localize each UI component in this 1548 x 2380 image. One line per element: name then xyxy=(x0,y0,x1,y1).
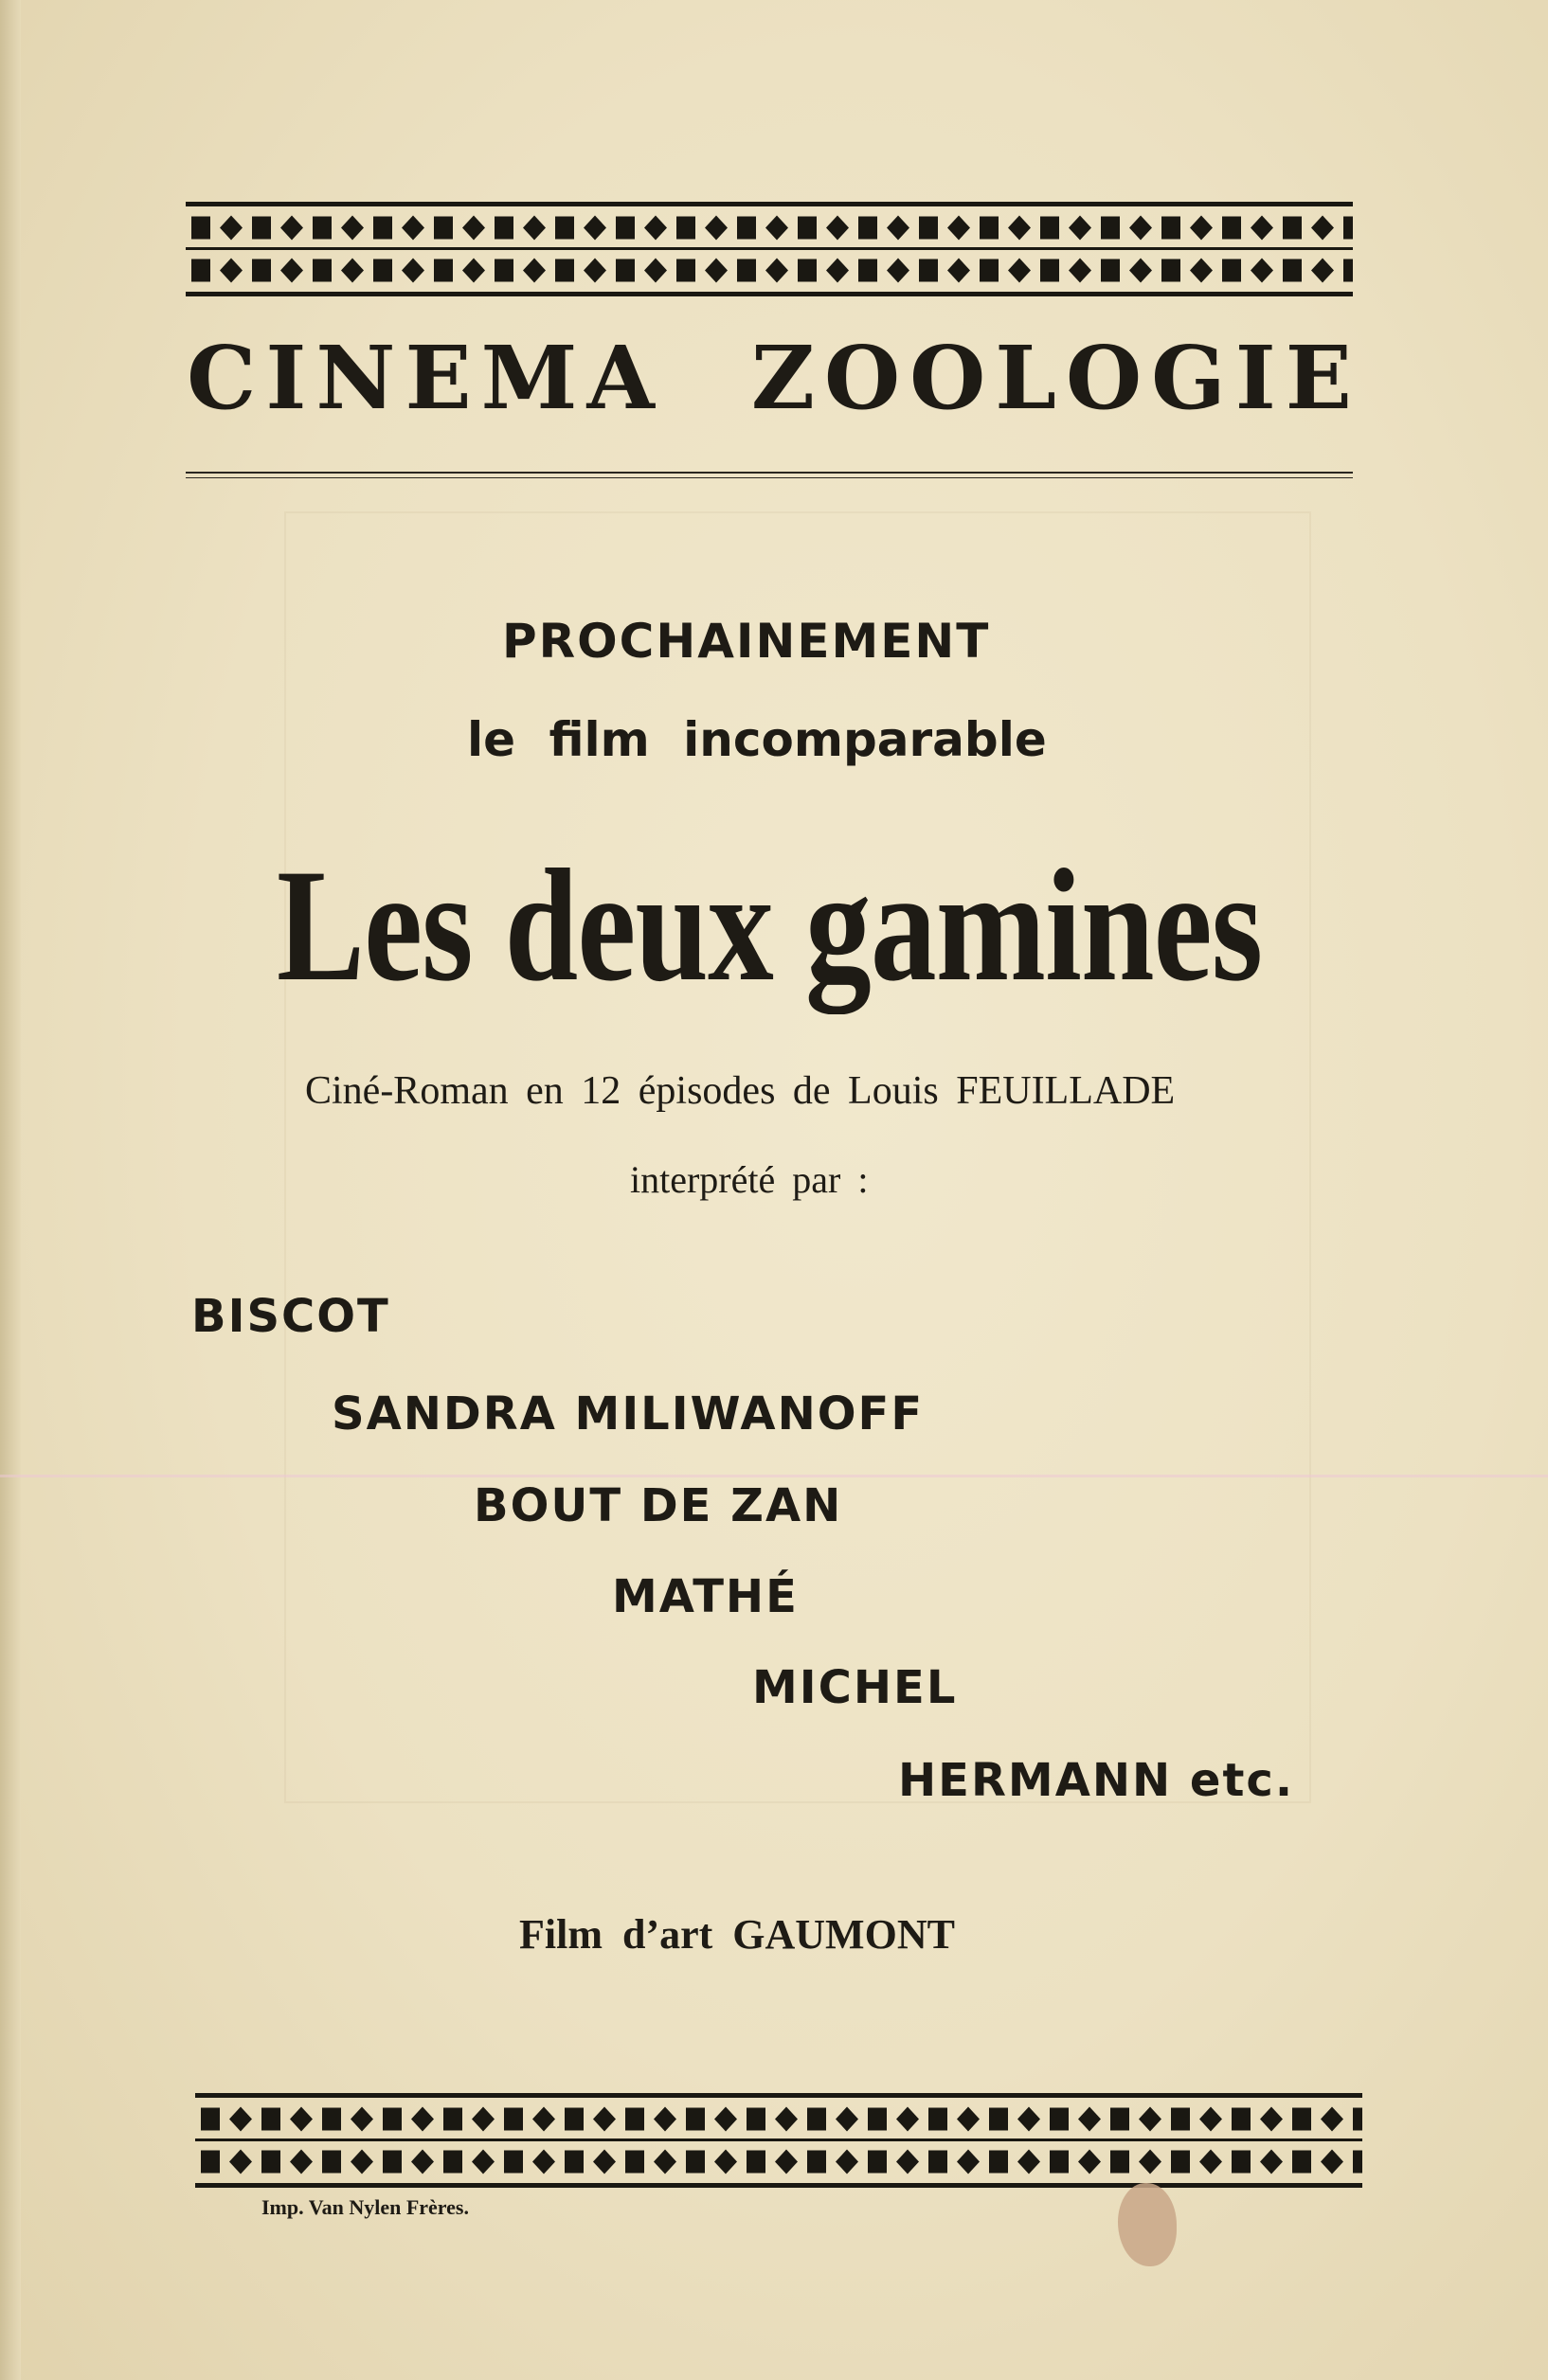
header-divider xyxy=(186,472,1353,474)
venue-title: CINEMA ZOOLOGIE xyxy=(187,327,1361,429)
ornament-pattern xyxy=(186,206,1353,292)
tagline: le film incomparable xyxy=(467,712,1047,767)
bottom-ornament-border xyxy=(195,2093,1362,2188)
cast-member: MICHEL xyxy=(752,1661,958,1714)
ornament-pattern xyxy=(195,2098,1362,2183)
cast-member: BOUT DE ZAN xyxy=(474,1479,843,1532)
cast-member: BISCOT xyxy=(191,1290,390,1343)
cast-member: HERMANN etc. xyxy=(898,1754,1295,1807)
top-ornament-border xyxy=(186,202,1353,296)
paper-stain xyxy=(1118,2183,1177,2266)
film-description: Ciné-Roman en 12 épisodes de Louis FEUILLADE xyxy=(305,1069,1176,1113)
performed-by-label: interprété par : xyxy=(630,1158,869,1201)
header-divider-2 xyxy=(186,477,1353,478)
production-credit: Film d’art GAUMONT xyxy=(519,1911,955,1958)
film-title: Les deux gamines xyxy=(277,836,1263,1014)
cast-member: MATHÉ xyxy=(612,1570,799,1623)
fold-line xyxy=(0,1475,1548,1477)
cast-member: SANDRA MILIWANOFF xyxy=(332,1387,925,1441)
printer-imprint: Imp. Van Nylen Frères. xyxy=(261,2195,469,2219)
announcement-heading: PROCHAINEMENT xyxy=(502,614,991,669)
